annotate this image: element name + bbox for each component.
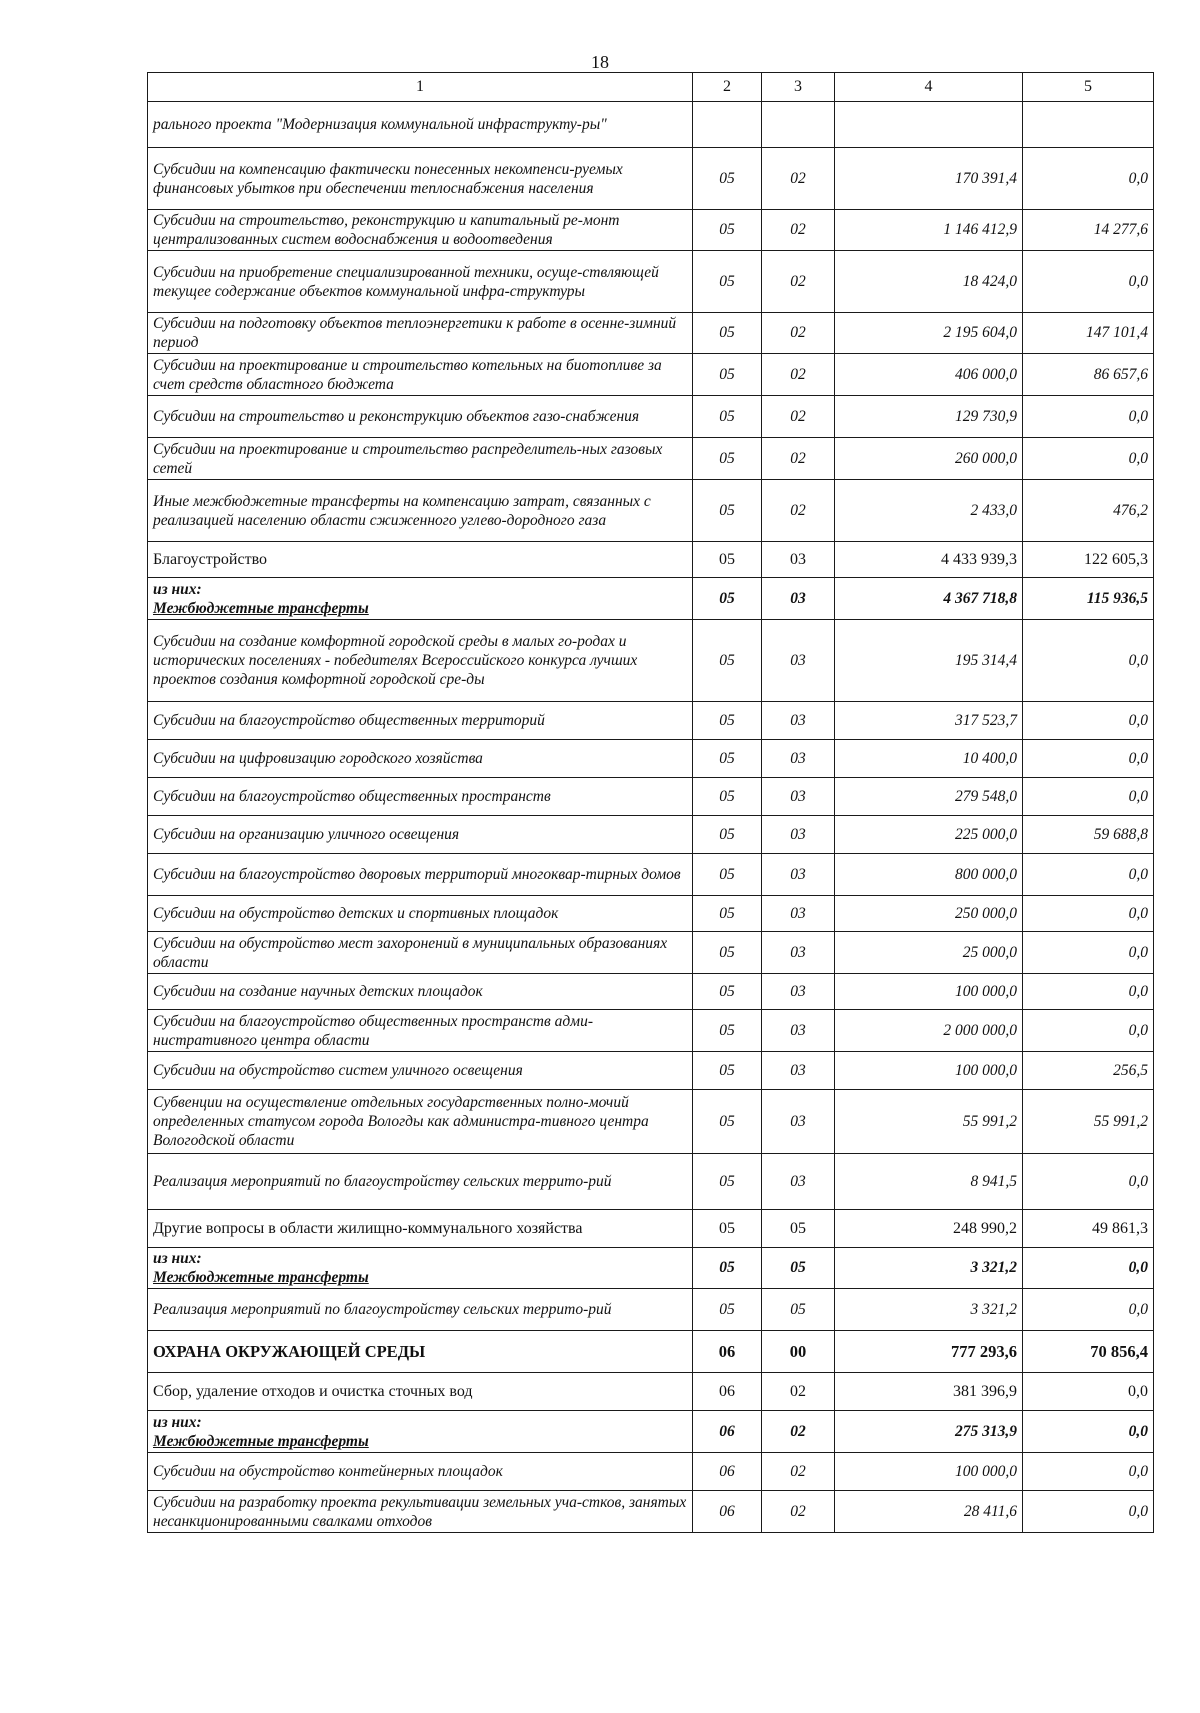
subsection-code-cell: 02 (762, 354, 835, 396)
row-name-cell: Субсидии на разработку проекта рекультивации земельных уча-стков, занятых несанкционированными свалками отходов (148, 1491, 693, 1533)
subsection-code-cell: 03 (762, 1010, 835, 1052)
section-code-cell: 05 (693, 740, 762, 778)
table-row (148, 932, 1154, 974)
section-code-cell: 05 (693, 210, 762, 251)
amount-federal-cell: 0,0 (1023, 251, 1154, 313)
subsection-code-cell: 02 (762, 396, 835, 438)
row-name-cell: Субсидии на проектирование и строительство котельных на биотопливе за счет средств областного бюджета (148, 354, 693, 396)
amount-total-cell: 18 424,0 (835, 251, 1023, 313)
table-row (148, 1052, 1154, 1090)
subsection-code-cell: 02 (762, 313, 835, 354)
amount-federal-cell: 0,0 (1023, 1154, 1154, 1210)
amount-federal-cell: 0,0 (1023, 778, 1154, 816)
section-code-cell: 05 (693, 702, 762, 740)
row-name-cell: Благоустройство (148, 542, 693, 578)
section-code-cell: 05 (693, 578, 762, 620)
amount-total-cell: 260 000,0 (835, 438, 1023, 480)
amount-federal-cell: 0,0 (1023, 1010, 1154, 1052)
section-code-cell: 05 (693, 313, 762, 354)
amount-federal-cell: 0,0 (1023, 1453, 1154, 1491)
section-code-cell: 06 (693, 1411, 762, 1453)
amount-federal-cell: 0,0 (1023, 896, 1154, 932)
subsection-code-cell: 02 (762, 1411, 835, 1453)
row-name-cell: Субсидии на благоустройство дворовых территорий многоквар-тирных домов (148, 854, 693, 896)
table-row (148, 1010, 1154, 1052)
subsection-code-cell: 02 (762, 1491, 835, 1533)
section-code-cell: 06 (693, 1453, 762, 1491)
subsection-code-cell: 03 (762, 816, 835, 854)
table-row (148, 1491, 1154, 1533)
section-code-cell: 05 (693, 896, 762, 932)
row-name-cell: Субсидии на благоустройство общественных территорий (148, 702, 693, 740)
section-code-cell: 05 (693, 620, 762, 702)
amount-federal-cell: 86 657,6 (1023, 354, 1154, 396)
section-code-cell: 05 (693, 1210, 762, 1248)
section-code-cell: 05 (693, 854, 762, 896)
section-code-cell: 05 (693, 438, 762, 480)
table-row (148, 974, 1154, 1010)
section-code-cell: 05 (693, 1289, 762, 1331)
subsection-code-cell: 03 (762, 740, 835, 778)
amount-total-cell: 2 000 000,0 (835, 1010, 1023, 1052)
row-name-cell: Субсидии на создание научных детских площадок (148, 974, 693, 1010)
table-header-row (148, 73, 1154, 102)
section-code-cell: 05 (693, 932, 762, 974)
row-name: Межбюджетные трансферты (153, 1432, 369, 1450)
amount-total-cell: 3 321,2 (835, 1289, 1023, 1331)
amount-federal-cell: 0,0 (1023, 854, 1154, 896)
column-header-1: 1 (148, 73, 693, 102)
row-name-cell (148, 1411, 693, 1453)
amount-total-cell: 28 411,6 (835, 1491, 1023, 1533)
row-name-cell: Иные межбюджетные трансферты на компенсацию затрат, связанных с реализацией населению области сжиженного углево-дородного газа (148, 480, 693, 542)
row-name-cell: Реализация мероприятий по благоустройству сельских террито-рий (148, 1289, 693, 1331)
row-name-cell: Субсидии на обустройство детских и спортивных площадок (148, 896, 693, 932)
amount-federal-cell: 122 605,3 (1023, 542, 1154, 578)
row-name-cell: Сбор, удаление отходов и очистка сточных вод (148, 1373, 693, 1411)
amount-total-cell: 2 195 604,0 (835, 313, 1023, 354)
table-row (148, 778, 1154, 816)
row-subheading: из них: (153, 1413, 202, 1431)
table-row (148, 1289, 1154, 1331)
amount-total-cell (835, 102, 1023, 148)
subsection-code-cell: 03 (762, 854, 835, 896)
table-row (148, 1411, 1154, 1453)
column-header-4: 4 (835, 73, 1023, 102)
row-name-cell: Субсидии на создание комфортной городской среды в малых го-родах и исторических поселениях - победителях Всероссийского конкурса лучших проектов создания комфортной городской сре-ды (148, 620, 693, 702)
table-row (148, 1453, 1154, 1491)
row-name: Межбюджетные трансферты (153, 599, 369, 617)
subsection-code-cell: 02 (762, 148, 835, 210)
subsection-code-cell: 02 (762, 1373, 835, 1411)
section-code-cell: 05 (693, 480, 762, 542)
table-row (148, 396, 1154, 438)
table-row (148, 542, 1154, 578)
subsection-code-cell: 02 (762, 1453, 835, 1491)
row-name-cell: Реализация мероприятий по благоустройству сельских террито-рий (148, 1154, 693, 1210)
amount-federal-cell: 0,0 (1023, 1289, 1154, 1331)
table-row (148, 1331, 1154, 1373)
subsection-code-cell: 02 (762, 251, 835, 313)
row-name-cell (148, 578, 693, 620)
amount-federal-cell: 70 856,4 (1023, 1331, 1154, 1373)
amount-total-cell: 100 000,0 (835, 1052, 1023, 1090)
table-row (148, 210, 1154, 251)
row-name-cell: Субсидии на обустройство мест захоронений в муниципальных образованиях области (148, 932, 693, 974)
section-code-cell: 05 (693, 1154, 762, 1210)
amount-federal-cell (1023, 102, 1154, 148)
table-row (148, 854, 1154, 896)
amount-total-cell: 129 730,9 (835, 396, 1023, 438)
amount-total-cell: 317 523,7 (835, 702, 1023, 740)
row-name-cell: Субсидии на благоустройство общественных пространств (148, 778, 693, 816)
section-code-cell: 05 (693, 251, 762, 313)
amount-total-cell: 8 941,5 (835, 1154, 1023, 1210)
amount-total-cell: 248 990,2 (835, 1210, 1023, 1248)
table-row (148, 1090, 1154, 1154)
amount-total-cell: 25 000,0 (835, 932, 1023, 974)
section-code-cell: 05 (693, 542, 762, 578)
amount-total-cell: 4 367 718,8 (835, 578, 1023, 620)
table-row (148, 313, 1154, 354)
amount-total-cell: 777 293,6 (835, 1331, 1023, 1373)
row-name: Межбюджетные трансферты (153, 1269, 369, 1286)
subsection-code-cell: 03 (762, 702, 835, 740)
table-row (148, 816, 1154, 854)
table-row (148, 702, 1154, 740)
table-row (148, 620, 1154, 702)
section-code-cell: 05 (693, 1052, 762, 1090)
section-code-cell (693, 102, 762, 148)
subsection-code-cell: 03 (762, 1090, 835, 1154)
amount-total-cell: 250 000,0 (835, 896, 1023, 932)
subsection-code-cell: 03 (762, 932, 835, 974)
amount-federal-cell: 0,0 (1023, 396, 1154, 438)
table-row (148, 480, 1154, 542)
amount-total-cell: 1 146 412,9 (835, 210, 1023, 251)
subsection-code-cell: 05 (762, 1248, 835, 1289)
subsection-code-cell: 03 (762, 778, 835, 816)
amount-federal-cell: 0,0 (1023, 740, 1154, 778)
amount-total-cell: 2 433,0 (835, 480, 1023, 542)
table-row (148, 148, 1154, 210)
subsection-code-cell: 03 (762, 896, 835, 932)
table-row (148, 1373, 1154, 1411)
subsection-code-cell: 03 (762, 1052, 835, 1090)
amount-federal-cell: 0,0 (1023, 932, 1154, 974)
table-row (148, 740, 1154, 778)
amount-federal-cell: 0,0 (1023, 148, 1154, 210)
subsection-code-cell (762, 102, 835, 148)
row-name-cell: Субсидии на проектирование и строительство распределитель-ных газовых сетей (148, 438, 693, 480)
column-header-3: 3 (762, 73, 835, 102)
amount-federal-cell: 476,2 (1023, 480, 1154, 542)
amount-federal-cell: 49 861,3 (1023, 1210, 1154, 1248)
row-subheading: из них: (153, 580, 202, 598)
table-row (148, 438, 1154, 480)
row-name-cell: ОХРАНА ОКРУЖАЮЩЕЙ СРЕДЫ (148, 1331, 693, 1373)
section-code-cell: 05 (693, 148, 762, 210)
table-row (148, 1248, 1154, 1289)
subsection-code-cell: 00 (762, 1331, 835, 1373)
table-row (148, 251, 1154, 313)
section-code-cell: 06 (693, 1331, 762, 1373)
amount-federal-cell: 0,0 (1023, 1373, 1154, 1411)
amount-federal-cell: 115 936,5 (1023, 578, 1154, 620)
amount-federal-cell: 0,0 (1023, 1411, 1154, 1453)
row-name-cell: Субсидии на компенсацию фактически понесенных некомпенси-руемых финансовых убытков при обеспечении теплоснабжения населения (148, 148, 693, 210)
row-name-cell: Субсидии на строительство и реконструкцию объектов газо-снабжения (148, 396, 693, 438)
amount-federal-cell: 0,0 (1023, 1248, 1154, 1289)
section-code-cell: 05 (693, 974, 762, 1010)
row-name-cell: Другие вопросы в области жилищно-коммунального хозяйства (148, 1210, 693, 1248)
amount-federal-cell: 0,0 (1023, 438, 1154, 480)
budget-table (147, 72, 1154, 1533)
subsection-code-cell: 02 (762, 210, 835, 251)
amount-federal-cell: 0,0 (1023, 702, 1154, 740)
table-row (148, 578, 1154, 620)
amount-total-cell: 100 000,0 (835, 974, 1023, 1010)
row-subheading: из них: (153, 1250, 202, 1267)
amount-total-cell: 406 000,0 (835, 354, 1023, 396)
amount-federal-cell: 256,5 (1023, 1052, 1154, 1090)
row-name-cell: Субсидии на благоустройство общественных пространств адми-нистративного центра области (148, 1010, 693, 1052)
amount-total-cell: 195 314,4 (835, 620, 1023, 702)
subsection-code-cell: 03 (762, 620, 835, 702)
table-row (148, 1210, 1154, 1248)
amount-federal-cell: 0,0 (1023, 1491, 1154, 1533)
amount-total-cell: 55 991,2 (835, 1090, 1023, 1154)
amount-total-cell: 279 548,0 (835, 778, 1023, 816)
section-code-cell: 05 (693, 1010, 762, 1052)
subsection-code-cell: 02 (762, 480, 835, 542)
section-code-cell: 06 (693, 1373, 762, 1411)
amount-total-cell: 4 433 939,3 (835, 542, 1023, 578)
amount-federal-cell: 0,0 (1023, 974, 1154, 1010)
section-code-cell: 05 (693, 778, 762, 816)
row-name-cell: рального проекта "Модернизация коммунальной инфраструкту-ры" (148, 102, 693, 148)
subsection-code-cell: 03 (762, 1154, 835, 1210)
row-name-cell: Субсидии на цифровизацию городского хозяйства (148, 740, 693, 778)
subsection-code-cell: 03 (762, 542, 835, 578)
amount-total-cell: 100 000,0 (835, 1453, 1023, 1491)
amount-total-cell: 381 396,9 (835, 1373, 1023, 1411)
amount-federal-cell: 147 101,4 (1023, 313, 1154, 354)
subsection-code-cell: 05 (762, 1210, 835, 1248)
row-name-cell: Субсидии на организацию уличного освещения (148, 816, 693, 854)
row-name-cell (148, 1248, 693, 1289)
amount-total-cell: 10 400,0 (835, 740, 1023, 778)
amount-federal-cell: 14 277,6 (1023, 210, 1154, 251)
table-row (148, 102, 1154, 148)
subsection-code-cell: 03 (762, 578, 835, 620)
amount-total-cell: 170 391,4 (835, 148, 1023, 210)
section-code-cell: 05 (693, 354, 762, 396)
amount-federal-cell: 55 991,2 (1023, 1090, 1154, 1154)
amount-total-cell: 275 313,9 (835, 1411, 1023, 1453)
section-code-cell: 05 (693, 816, 762, 854)
table-row (148, 354, 1154, 396)
row-name-cell: Субсидии на обустройство контейнерных площадок (148, 1453, 693, 1491)
row-name-cell: Субсидии на подготовку объектов теплоэнергетики к работе в осенне-зимний период (148, 313, 693, 354)
column-header-5: 5 (1023, 73, 1154, 102)
column-header-2: 2 (693, 73, 762, 102)
amount-total-cell: 225 000,0 (835, 816, 1023, 854)
section-code-cell: 05 (693, 1248, 762, 1289)
table-body (148, 102, 1154, 1533)
amount-federal-cell: 0,0 (1023, 620, 1154, 702)
subsection-code-cell: 03 (762, 974, 835, 1010)
row-name-cell: Субсидии на строительство, реконструкцию и капитальный ре-монт централизованных систем водоснабжения и водоотведения (148, 210, 693, 251)
subsection-code-cell: 05 (762, 1289, 835, 1331)
table-row (148, 896, 1154, 932)
section-code-cell: 05 (693, 1090, 762, 1154)
section-code-cell: 06 (693, 1491, 762, 1533)
amount-total-cell: 800 000,0 (835, 854, 1023, 896)
amount-total-cell: 3 321,2 (835, 1248, 1023, 1289)
section-code-cell: 05 (693, 396, 762, 438)
row-name-cell: Субсидии на приобретение специализированной техники, осуще-ствляющей текущее содержание объектов коммунальной инфра-структуры (148, 251, 693, 313)
table-row (148, 1154, 1154, 1210)
page-number: 18 (591, 52, 609, 72)
row-name-cell: Субвенции на осуществление отдельных государственных полно-мочий определенных статусом города Вологды как администра-тивного центра Вологодской области (148, 1090, 693, 1154)
row-name-cell: Субсидии на обустройство систем уличного освещения (148, 1052, 693, 1090)
subsection-code-cell: 02 (762, 438, 835, 480)
amount-federal-cell: 59 688,8 (1023, 816, 1154, 854)
